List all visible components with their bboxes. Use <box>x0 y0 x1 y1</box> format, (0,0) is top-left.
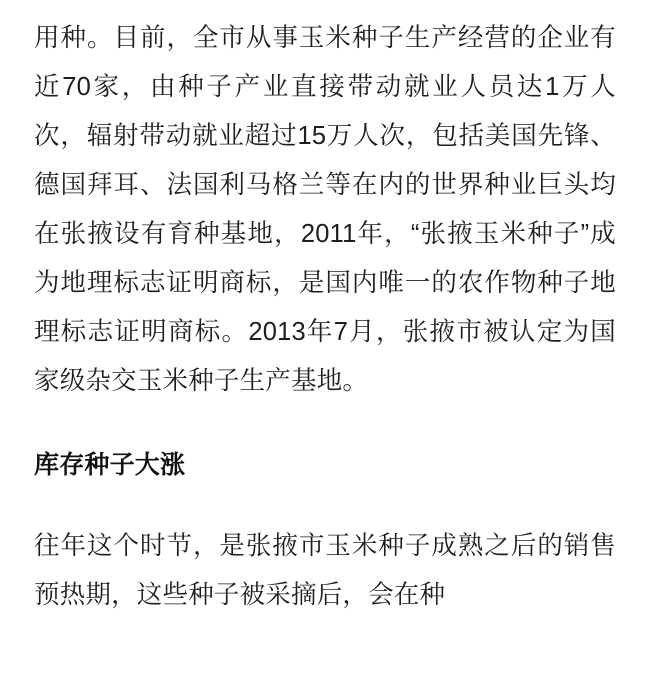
paragraph-spacer <box>34 406 616 441</box>
body-paragraph-2: 往年这个时节，是张掖市玉米种子成熟之后的销售预热期，这些种子被采摘后，会在种 <box>34 532 616 609</box>
subheading-spacer <box>34 490 616 522</box>
section-subheading: 库存种子大涨 <box>34 451 186 479</box>
body-paragraph-1: 用种。目前，全市从事玉米种子生产经营的企业有近70家，由种子产业直接带动就业人员达1万人次，辐射带动就业超过15万人次，包括美国先锋、德国拜耳、法国利马格兰等在内的世界种业巨头均在张掖设有育种基地，2011年，“张掖玉米种子”成为地理标志证明商标，是国内唯一的农作物种子地理标志证明商标。2013年7月，张掖市被认定为国家级杂交玉米种子生产基地。 <box>34 24 616 395</box>
